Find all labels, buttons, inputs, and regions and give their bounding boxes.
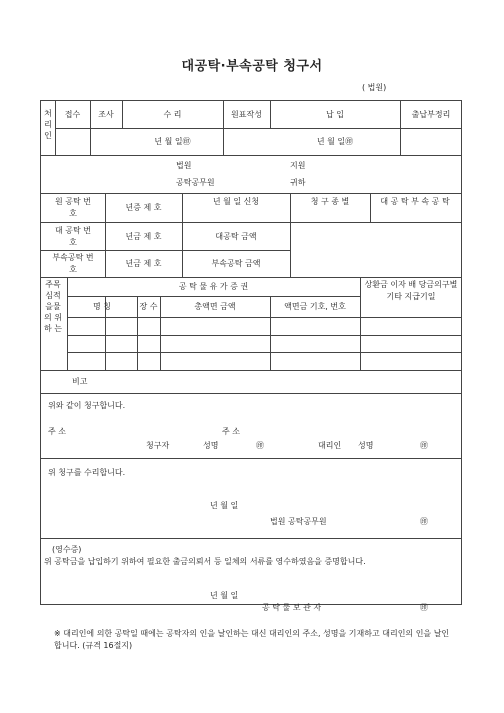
accept-date: 년 월 일㊞	[154, 137, 191, 146]
accept-officer: 법원 공탁공무원	[270, 517, 327, 526]
securities-header: 공 탁 물 유 가 증 권	[178, 282, 249, 291]
receipt-head: (영수증)	[52, 545, 82, 554]
claim-type-label: 청 구 종 별	[310, 197, 350, 206]
claimant-label: 청구자	[146, 441, 170, 450]
agent-seal: ㊞	[420, 441, 428, 450]
remarks-label: 비고	[72, 377, 88, 386]
claimant-seal: ㊞	[256, 441, 264, 450]
col-payment: 납 입	[326, 110, 344, 119]
year-no-2: 년금 제 호	[125, 232, 162, 241]
address-1: 주 소	[48, 427, 66, 436]
securities-side-label: 주목 심적 을물 의 위하 는	[44, 280, 62, 333]
document-title: 대공탁·부속공탁 청구서	[181, 59, 323, 74]
col-accept: 수 리	[163, 110, 182, 119]
accept-text: 위 청구를 수리합니다.	[48, 468, 126, 477]
court-name: ( 법원)	[362, 83, 387, 92]
agent-name-label: 성명	[358, 441, 374, 450]
sub-amount-label: 대공탁 금액	[215, 232, 257, 241]
date-request: 년 월 일 신청	[212, 197, 260, 206]
sec-col-name: 명 칭	[93, 302, 111, 311]
col-ledger: 출납부정리	[411, 110, 451, 119]
att-no-label: 부속공탁 번호	[52, 253, 94, 274]
addr-officer: 공탁공무원	[176, 178, 215, 187]
addr-to: 귀하	[290, 178, 306, 187]
receipt-body: 위 공탁금을 납입하기 위하여 필요한 출금의뢰서 등 일체의 서류를 영수하였음을 증명합니다.	[44, 557, 366, 566]
receipt-date: 년 월 일	[210, 591, 239, 600]
addr-branch: 지원	[290, 161, 306, 170]
att-amount-label: 부속공탁 금액	[211, 259, 261, 268]
col-record: 원표작성	[231, 110, 262, 119]
sub-no-label: 대 공탁 번호	[55, 226, 91, 247]
payment-date: 년 월 일㊞	[316, 137, 354, 146]
claim-kind: 대 공 탁 부 속 공 탁	[380, 197, 450, 206]
accept-seal: ㊞	[420, 517, 428, 526]
year-no-3: 년금 제 호	[125, 259, 162, 268]
footnote: ※ 대리인에 의한 공탁일 때에는 공탁자의 인을 날인하는 대신 대리인의 주소, 성명을 기재하고 대리인의 인을 날인합니다. (규격 16절지)	[54, 629, 450, 650]
sec-col-count: 장 수	[139, 302, 158, 311]
receipt-keeper: 공 탁 물 보 관 자	[262, 603, 322, 612]
request-text: 위와 같이 청구합니다.	[48, 401, 126, 410]
orig-no-label: 원 공탁 번호	[55, 197, 91, 218]
process-label: 처리인	[44, 109, 52, 140]
sec-col-face-no: 액면금 기호, 번호	[284, 302, 346, 311]
col-receipt: 접수	[64, 110, 81, 119]
claimant-name-label: 성명	[203, 441, 219, 450]
sec-col-face-total: 총액면 금액	[194, 302, 236, 311]
year-no-1: 년증 제 호	[125, 203, 162, 212]
addr-court: 법원	[176, 161, 192, 170]
agent-label: 대리인	[318, 441, 342, 450]
receipt-seal: ㊞	[420, 603, 428, 612]
accept-date-line: 년 월 일	[210, 501, 239, 510]
col-investigate: 조사	[98, 110, 114, 119]
securities-right-label: 상환금 이자 배 당금의구별 기타 지급기일	[364, 280, 458, 301]
address-2: 주 소	[222, 427, 240, 436]
